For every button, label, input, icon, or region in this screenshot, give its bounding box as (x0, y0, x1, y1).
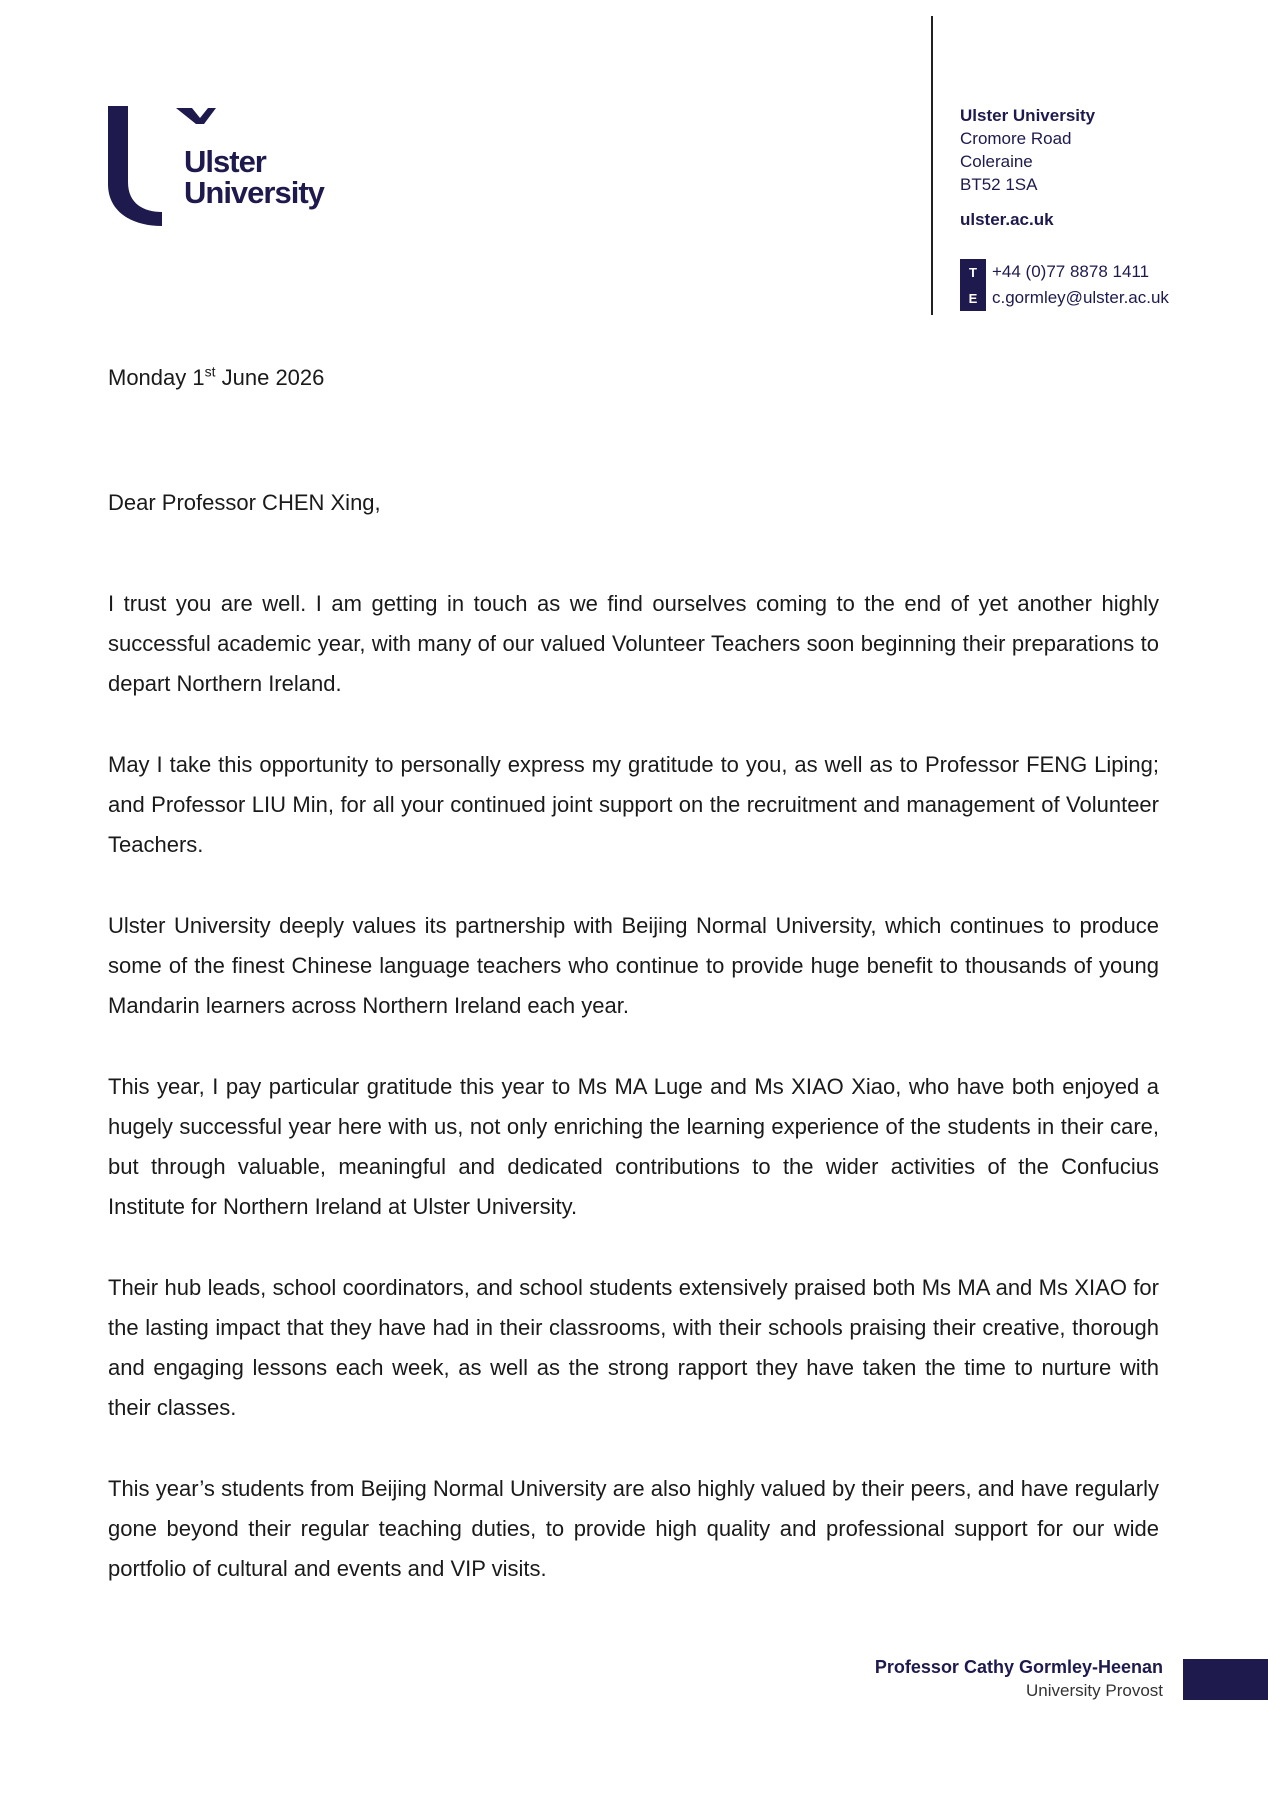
body-paragraph: Ulster University deeply values its partnership with Beijing Normal University, which continues to produce some of the finest Chinese language teachers who continue to provide huge benefit to thousands of young Mandarin learners across Northern Ireland each year. (108, 913, 1159, 1018)
contact-block (960, 259, 1169, 311)
address-line: BT52 1SA (960, 175, 1038, 194)
email-link[interactable]: c.gormley@ulster.ac.uk (992, 288, 1169, 307)
header-divider (931, 16, 933, 315)
logo-line-2: University (184, 175, 324, 210)
phone-number[interactable]: +44 (0)77 8878 1411 (992, 262, 1150, 281)
signatory-name: Professor Cathy Gormley-Heenan (874, 1657, 1163, 1677)
letter-date (108, 358, 1159, 398)
date-prefix: Monday 1 (108, 365, 205, 390)
date-ordinal: st (204, 363, 216, 380)
signature-block (875, 1655, 1163, 1703)
logo-line-1: Ulster (184, 144, 266, 179)
address-line: Coleraine (960, 152, 1033, 171)
email-row (960, 285, 1169, 311)
body-paragraph: May I take this opportunity to personally express my gratitude to you, as well as to Professor FENG Liping; and Professor LIU Min, for all your continued joint support on the recruitment and management of Volunteer Teachers. (108, 752, 1159, 857)
body-paragraph: This year’s students from Beijing Normal University are also highly valued by their peers, and have regularly gone beyond their regular teaching duties, to provide high quality and professional support for our wide portfolio of cultural and events and VIP visits. (108, 1476, 1159, 1581)
phone-row (960, 259, 1169, 285)
letter-body (108, 584, 1159, 1630)
ulster-university-logo (104, 104, 334, 234)
body-paragraph: I trust you are well. I am getting in touch as we find ourselves coming to the end of yet another highly successful academic year, with many of our valued Volunteer Teachers soon beginning their preparations to depart Northern Ireland. (108, 591, 1159, 696)
logo-wordmark (184, 146, 324, 208)
phone-tag: T (960, 259, 986, 285)
salutation: Dear Professor CHEN Xing, (108, 490, 381, 515)
address-block (960, 104, 1095, 231)
address-line: Cromore Road (960, 129, 1072, 148)
email-tag: E (960, 285, 986, 311)
signatory-title: University Provost (1026, 1681, 1163, 1700)
body-paragraph: Their hub leads, school coordinators, and school students extensively praised both Ms MA and Ms XIAO for the lasting impact that they have had in their classrooms, with their schools praising their creative, thorough and engaging lessons each week, as well as the strong rapport they have taken the time to nurture with their classes. (108, 1275, 1159, 1420)
body-paragraph: This year, I pay particular gratitude this year to Ms MA Luge and Ms XIAO Xiao, who have both enjoyed a hugely successful year here with us, not only enriching the learning experience of the students in their care, but through valuable, meaningful and dedicated contributions to the wider activities of the Confucius Institute for Northern Ireland at Ulster University. (108, 1074, 1159, 1219)
date-rest: June 2026 (215, 365, 325, 390)
address-org: Ulster University (960, 106, 1096, 125)
website-link[interactable]: ulster.ac.uk (960, 210, 1054, 229)
footer-accent-bar (1183, 1659, 1268, 1700)
